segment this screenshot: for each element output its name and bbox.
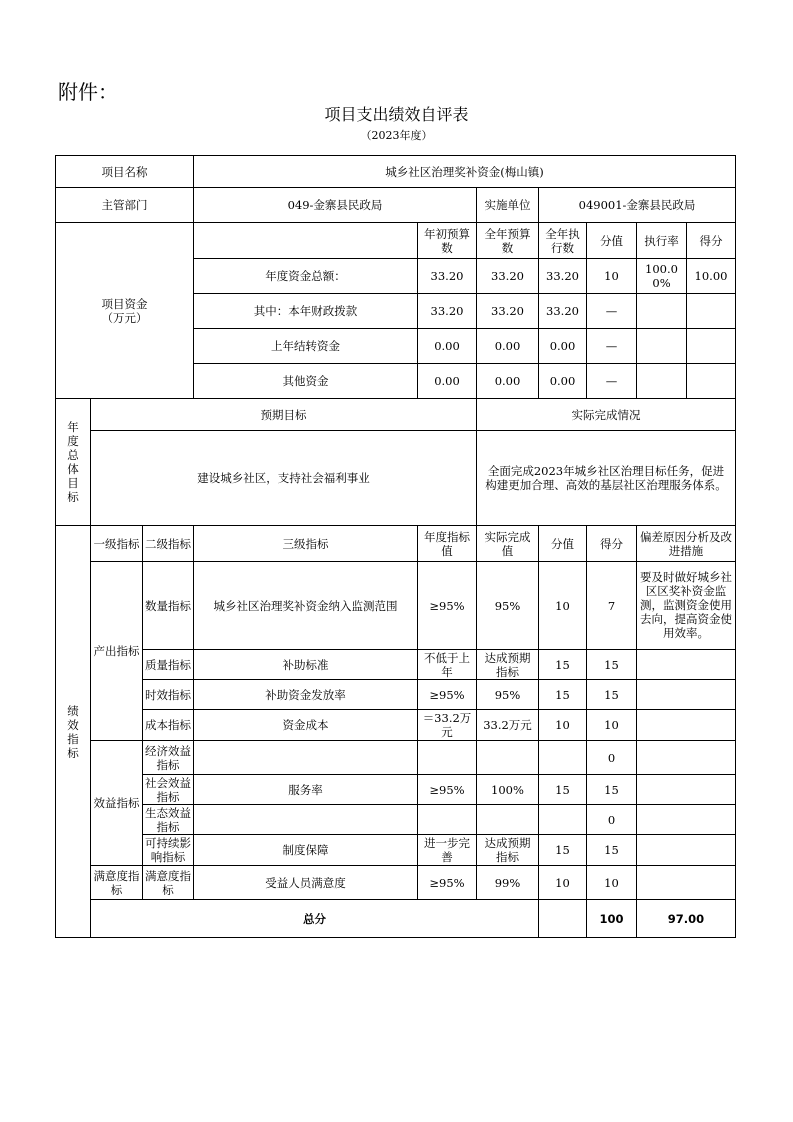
indicator-row xyxy=(56,835,736,866)
ind-header-score-value: 分值 xyxy=(539,526,587,562)
fund-rate-score xyxy=(637,329,736,364)
ind-header-target: 年度指标值 xyxy=(418,526,477,562)
fund-row-label: 年度资金总额： xyxy=(194,259,418,294)
ind-actual: 33.2万元 xyxy=(477,710,539,741)
ind-score: 15 xyxy=(587,650,637,680)
output-label: 产出指标 xyxy=(91,562,143,741)
indicator-row xyxy=(56,680,736,710)
fund-score: 10.00 xyxy=(694,269,728,283)
ind-score: 15 xyxy=(587,680,637,710)
ind-score-value: 10 xyxy=(539,866,587,900)
fund-executed: 0.00 xyxy=(539,364,587,399)
ind-target: 进一步完善 xyxy=(418,835,477,866)
ind-target: 不低于上年 xyxy=(418,650,477,680)
fund-rate-score xyxy=(637,294,736,329)
funds-col-initial: 年初预算数 xyxy=(418,223,477,259)
ind-header-level3: 三级指标 xyxy=(194,526,418,562)
ind-level2: 时效指标 xyxy=(143,680,194,710)
ind-score-value: 15 xyxy=(539,835,587,866)
indicator-row xyxy=(56,866,736,900)
ind-reason xyxy=(637,835,736,866)
project-name-label-cell: 项目名称 xyxy=(56,156,194,188)
ind-target: ≥95% xyxy=(418,866,477,900)
ind-target: ≥95% xyxy=(418,775,477,805)
project-name-cell: 城乡社区治理奖补资金(梅山镇) xyxy=(194,156,736,188)
dept-label-cell: 主管部门 xyxy=(56,188,194,223)
ind-level3: 城乡社区治理奖补资金纳入监测范围 xyxy=(194,562,418,650)
ind-level3: 补助标准 xyxy=(194,650,418,680)
fund-score-value: — xyxy=(587,364,637,399)
fund-annual: 33.20 xyxy=(477,259,539,294)
fund-score xyxy=(687,329,735,363)
ind-level2: 社会效益指标 xyxy=(143,775,194,805)
ind-level3: 制度保障 xyxy=(194,835,418,866)
funds-indicators-table xyxy=(55,222,736,938)
indicator-row xyxy=(56,710,736,741)
funds-col-score-value: 分值 xyxy=(587,223,637,259)
total-blank xyxy=(539,900,587,938)
ind-level2: 质量指标 xyxy=(143,650,194,680)
funds-col-rate: 执行率 xyxy=(637,223,687,258)
fund-executed: 0.00 xyxy=(539,329,587,364)
ind-score-value xyxy=(539,805,587,835)
ind-score: 0 xyxy=(587,805,637,835)
goals-actual-header: 实际完成情况 xyxy=(477,399,736,431)
ind-score-value: 10 xyxy=(539,710,587,741)
fund-rate: 100.00% xyxy=(637,259,687,293)
ind-score-value: 15 xyxy=(539,775,587,805)
ind-actual xyxy=(477,741,539,775)
ind-score-value xyxy=(539,741,587,775)
fund-annual: 33.20 xyxy=(477,294,539,329)
ind-level3: 服务率 xyxy=(194,775,418,805)
ind-reason: 要及时做好城乡社区区奖补资金监测，监测资金使用去向，提高资金使用效率。 xyxy=(637,562,736,650)
indicator-row xyxy=(56,775,736,805)
impl-label-cell: 实施单位 xyxy=(477,188,539,223)
ind-level3: 补助资金发放率 xyxy=(194,680,418,710)
indicator-row xyxy=(56,650,736,680)
ind-actual: 95% xyxy=(477,680,539,710)
fund-row-label: 其他资金 xyxy=(194,364,418,399)
fund-executed: 33.20 xyxy=(539,294,587,329)
fund-row-label: 其中：本年财政拨款 xyxy=(194,294,418,329)
ind-actual xyxy=(477,805,539,835)
benefit-label: 效益指标 xyxy=(91,741,143,866)
fund-initial: 33.20 xyxy=(418,294,477,329)
ind-level2: 满意度指标 xyxy=(143,866,194,900)
goals-expected: 建设城乡社区，支持社会福利事业 xyxy=(91,431,477,526)
indicator-row xyxy=(56,562,736,650)
fund-rate-score xyxy=(637,364,736,399)
ind-score-value: 10 xyxy=(539,562,587,650)
impl-value-cell: 049001-金寨县民政局 xyxy=(539,188,736,223)
fund-initial: 0.00 xyxy=(418,329,477,364)
fund-rate-score xyxy=(637,259,736,294)
fund-executed: 33.20 xyxy=(539,259,587,294)
dept-value-cell: 049-金寨县民政局 xyxy=(194,188,477,223)
fund-annual: 0.00 xyxy=(477,329,539,364)
funds-col-score: 得分 xyxy=(699,233,723,248)
ind-actual: 99% xyxy=(477,866,539,900)
funds-col-blank xyxy=(194,223,418,259)
ind-actual: 达成预期指标 xyxy=(477,835,539,866)
ind-score-value: 15 xyxy=(539,680,587,710)
fund-initial: 0.00 xyxy=(418,364,477,399)
total-row xyxy=(56,900,736,938)
ind-level3 xyxy=(194,741,418,775)
funds-col-annual: 全年预算数 xyxy=(477,223,539,259)
ind-target: ≥95% xyxy=(418,562,477,650)
indicators-label: 绩 效 指 标 xyxy=(56,526,91,938)
fund-score xyxy=(687,294,735,328)
ind-score: 0 xyxy=(587,741,637,775)
fund-row-label: 上年结转资金 xyxy=(194,329,418,364)
ind-level2: 经济效益指标 xyxy=(143,741,194,775)
ind-level3: 资金成本 xyxy=(194,710,418,741)
ind-header-level2: 二级指标 xyxy=(143,526,194,562)
page-title: 项目支出绩效自评表 xyxy=(324,105,469,124)
ind-header-reason: 偏差原因分析及改进措施 xyxy=(637,526,736,562)
funds-col-executed: 全年执行数 xyxy=(539,223,587,259)
attachment-label: 附件： xyxy=(58,80,118,104)
ind-header-score: 得分 xyxy=(587,526,637,562)
funds-col-rate-score xyxy=(637,223,736,259)
ind-reason xyxy=(637,680,736,710)
ind-actual: 100% xyxy=(477,775,539,805)
fund-rate xyxy=(637,294,687,328)
ind-score-value: 15 xyxy=(539,650,587,680)
ind-score: 10 xyxy=(587,710,637,741)
fund-rate xyxy=(637,364,687,398)
ind-header-level1: 一级指标 xyxy=(91,526,143,562)
performance-table-body xyxy=(55,155,736,223)
ind-score: 15 xyxy=(587,775,637,805)
ind-level2: 生态效益指标 xyxy=(143,805,194,835)
ind-level2: 成本指标 xyxy=(143,710,194,741)
fund-initial: 33.20 xyxy=(418,259,477,294)
ind-target: ＝33.2万元 xyxy=(418,710,477,741)
indicator-row xyxy=(56,741,736,775)
ind-level3 xyxy=(194,805,418,835)
ind-level2: 可持续影响指标 xyxy=(143,835,194,866)
goals-actual: 全面完成2023年城乡社区治理目标任务，促进构建更加合理、高效的基层社区治理服务体系。 xyxy=(477,431,736,526)
ind-reason xyxy=(637,775,736,805)
ind-target xyxy=(418,741,477,775)
total-score-value: 100 xyxy=(587,900,637,938)
goals-expected-header: 预期目标 xyxy=(91,399,477,431)
fund-score-value: — xyxy=(587,294,637,329)
ind-level2: 数量指标 xyxy=(143,562,194,650)
satisfaction-label: 满意度指标 xyxy=(91,866,143,900)
indicator-row xyxy=(56,805,736,835)
total-label: 总分 xyxy=(91,900,539,938)
year-label: （2023年度） xyxy=(360,129,433,142)
ind-level3: 受益人员满意度 xyxy=(194,866,418,900)
ind-score: 15 xyxy=(587,835,637,866)
ind-score: 10 xyxy=(587,866,637,900)
ind-reason xyxy=(637,650,736,680)
fund-score-value: — xyxy=(587,329,637,364)
ind-target: ≥95% xyxy=(418,680,477,710)
ind-actual: 达成预期指标 xyxy=(477,650,539,680)
ind-actual: 95% xyxy=(477,562,539,650)
ind-reason xyxy=(637,741,736,775)
fund-rate xyxy=(637,329,687,363)
total-score: 97.00 xyxy=(637,900,736,938)
ind-reason xyxy=(637,866,736,900)
ind-header-actual: 实际完成值 xyxy=(477,526,539,562)
ind-reason xyxy=(637,710,736,741)
fund-annual: 0.00 xyxy=(477,364,539,399)
fund-score xyxy=(687,364,735,398)
ind-reason xyxy=(637,805,736,835)
funds-label-cell: 项目资金 （万元） xyxy=(56,223,194,399)
fund-score-value: 10 xyxy=(587,259,637,294)
goals-label: 年 度 总 体 目 标 xyxy=(56,399,91,526)
ind-score: 7 xyxy=(587,562,637,650)
ind-target xyxy=(418,805,477,835)
